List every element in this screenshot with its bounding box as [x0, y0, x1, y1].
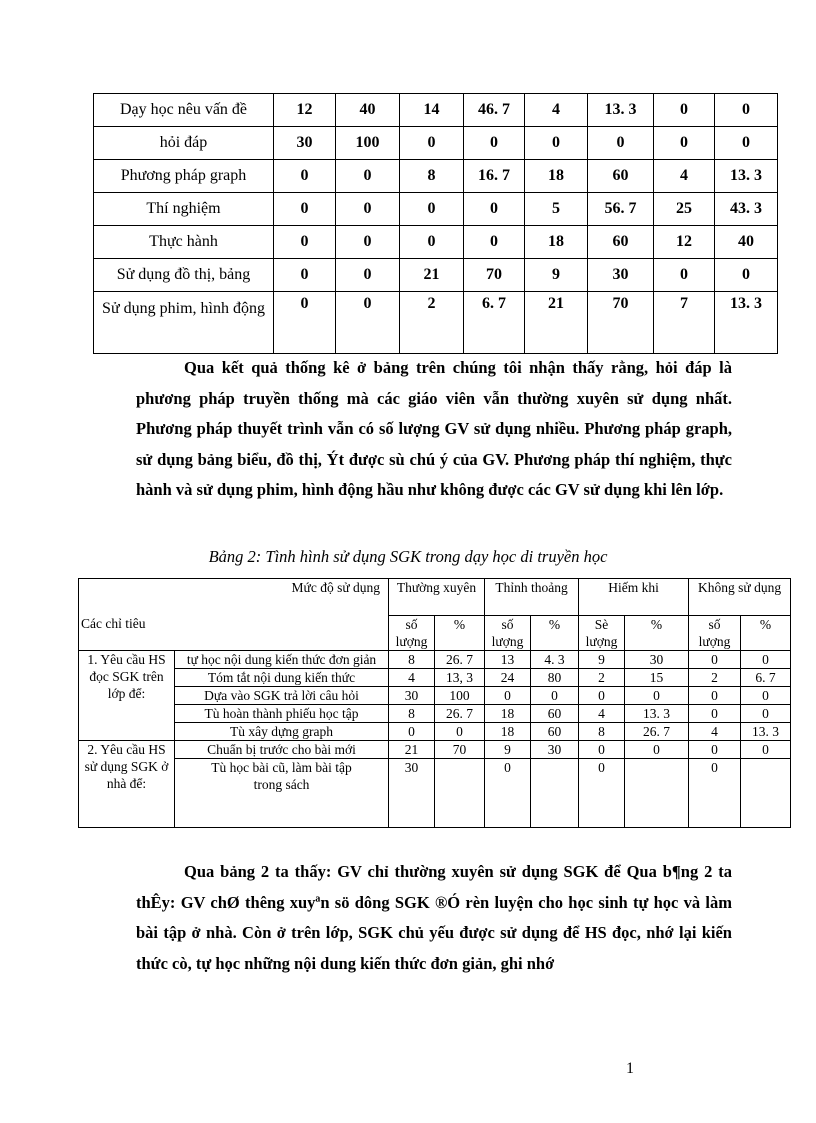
corner-top-label: Mức độ sử dụng [79, 579, 389, 616]
cell: 26. 7 [435, 704, 485, 722]
cell: 2 [579, 668, 625, 686]
level-header: Thỉnh thoảng [485, 579, 579, 616]
cell: 0 [689, 704, 741, 722]
cell: 0 [336, 193, 400, 226]
paragraph-2 [136, 857, 732, 979]
table-row [79, 650, 791, 668]
cell [435, 758, 485, 827]
cell: 13. 3 [588, 94, 654, 127]
cell: 0 [741, 704, 791, 722]
cell: 0 [741, 686, 791, 704]
cell: 0 [336, 160, 400, 193]
paragraph-2-text: Qua bảng 2 ta thấy: GV chỉ thường xuyên sử dụng SGK để Qua b¶ng 2 ta thÊy: GV chØ thêng xuyªn sö dông SGK ®Ó rèn luyện cho học sinh tự học và làm bài tập ở nhà. Còn ở trên lớp, SGK chủ yếu được sử dụng để HS đọc, nhớ lại kiến thức cò, tự học những nội dung kiến thức đơn giản, ghi nhớ [136, 862, 732, 973]
cell: 0 [741, 740, 791, 758]
cell: 0 [525, 127, 588, 160]
sub-header: Sè lượng [579, 615, 625, 650]
cell: 0 [689, 740, 741, 758]
sub-header: số lượng [485, 615, 531, 650]
cell: 0 [274, 160, 336, 193]
method-label: Phương pháp graph [94, 160, 274, 193]
cell: 30 [389, 686, 435, 704]
cell: 0 [464, 226, 525, 259]
cell: 8 [389, 704, 435, 722]
cell: 43. 3 [715, 193, 778, 226]
cell: 13. 3 [715, 292, 778, 354]
cell: 13. 3 [741, 722, 791, 740]
cell: 0 [625, 686, 689, 704]
table-row [79, 668, 791, 686]
cell: 0 [485, 758, 531, 827]
cell [531, 758, 579, 827]
cell: 18 [485, 722, 531, 740]
sub-header: % [531, 615, 579, 650]
cell: 13. 3 [625, 704, 689, 722]
cell: 4. 3 [531, 650, 579, 668]
table-row [79, 740, 791, 758]
cell: 6. 7 [741, 668, 791, 686]
item-label: Tóm tắt nội dung kiến thức [175, 668, 389, 686]
method-label: Thực hành [94, 226, 274, 259]
cell: 40 [715, 226, 778, 259]
cell: 46. 7 [464, 94, 525, 127]
cell: 0 [588, 127, 654, 160]
cell: 70 [435, 740, 485, 758]
cell: 4 [689, 722, 741, 740]
cell: 9 [579, 650, 625, 668]
level-header: Thường xuyên [389, 579, 485, 616]
cell: 12 [274, 94, 336, 127]
cell: 30 [274, 127, 336, 160]
cell: 30 [588, 259, 654, 292]
cell: 0 [336, 259, 400, 292]
paragraph-1 [136, 353, 732, 506]
cell: 0 [654, 259, 715, 292]
cell: 4 [654, 160, 715, 193]
method-label: Sử dụng đồ thị, bảng [94, 259, 274, 292]
cell: 0 [485, 686, 531, 704]
corner-bottom-label: Các chỉ tiêu [79, 615, 389, 650]
sgk-usage-table [78, 578, 791, 828]
cell: 7 [654, 292, 715, 354]
cell: 18 [525, 160, 588, 193]
cell: 100 [336, 127, 400, 160]
cell: 13, 3 [435, 668, 485, 686]
cell: 16. 7 [464, 160, 525, 193]
table-row [94, 94, 778, 127]
cell: 25 [654, 193, 715, 226]
cell: 0 [741, 650, 791, 668]
header-row [79, 579, 791, 616]
cell: 26. 7 [625, 722, 689, 740]
group-label: 2. Yêu cầu HS sử dụng SGK ở nhà để: [79, 740, 175, 827]
cell: 24 [485, 668, 531, 686]
cell: 40 [336, 94, 400, 127]
cell: 9 [525, 259, 588, 292]
methods-table [93, 93, 778, 354]
sub-header: số lượng [689, 615, 741, 650]
cell: 0 [274, 259, 336, 292]
table-caption: Bảng 2: Tình hình sử dụng SGK trong dạy học di truyền học [208, 547, 608, 566]
cell: 30 [389, 758, 435, 827]
cell: 5 [525, 193, 588, 226]
cell: 8 [400, 160, 464, 193]
cell: 0 [464, 127, 525, 160]
table-row [79, 722, 791, 740]
table-row [94, 226, 778, 259]
cell: 0 [715, 94, 778, 127]
cell [741, 758, 791, 827]
sgk-usage-table-body [79, 579, 791, 828]
table-row [94, 193, 778, 226]
cell: 13 [485, 650, 531, 668]
cell: 0 [464, 193, 525, 226]
cell: 0 [654, 94, 715, 127]
cell: 70 [464, 259, 525, 292]
table-row [94, 259, 778, 292]
cell: 18 [525, 226, 588, 259]
cell: 60 [588, 160, 654, 193]
cell: 30 [625, 650, 689, 668]
cell: 0 [579, 758, 625, 827]
cell: 0 [274, 292, 336, 354]
cell: 0 [689, 758, 741, 827]
item-label: Tù xây dựng graph [175, 722, 389, 740]
cell: 21 [400, 259, 464, 292]
cell: 8 [579, 722, 625, 740]
sub-header: % [435, 615, 485, 650]
cell: 9 [485, 740, 531, 758]
cell: 56. 7 [588, 193, 654, 226]
cell: 70 [588, 292, 654, 354]
cell: 0 [274, 226, 336, 259]
table-row [79, 704, 791, 722]
cell: 60 [531, 722, 579, 740]
cell: 0 [400, 193, 464, 226]
sub-header: % [625, 615, 689, 650]
cell: 0 [715, 127, 778, 160]
cell: 14 [400, 94, 464, 127]
item-label: tự học nội dung kiến thức đơn giản [175, 650, 389, 668]
table-row [94, 160, 778, 193]
cell: 0 [689, 686, 741, 704]
cell: 0 [579, 686, 625, 704]
cell: 100 [435, 686, 485, 704]
page-number: 1 [626, 1060, 634, 1077]
table-row [79, 758, 791, 827]
cell: 2 [400, 292, 464, 354]
cell: 0 [400, 127, 464, 160]
cell: 0 [579, 740, 625, 758]
cell: 0 [389, 722, 435, 740]
cell: 13. 3 [715, 160, 778, 193]
method-label: Sử dụng phim, hình động [94, 292, 274, 354]
cell: 0 [689, 650, 741, 668]
method-label: hỏi đáp [94, 127, 274, 160]
paragraph-1-text: Qua kết quả thống kê ở bảng trên chúng tôi nhận thấy rằng, hỏi đáp là phương pháp truyền thống mà các giáo viên vẫn thường xuyên sử dụng nhất. Phương pháp thuyết trình vẫn có số lượng GV sử dụng nhiều. Phương pháp graph, sử dụng bảng biểu, đồ thị, Ýt được sù chú ý của GV. Phương pháp thí nghiệm, thực hành và sử dụng phim, hình động hầu như không được các GV sử dụng khi lên lớp. [136, 358, 732, 499]
cell: 21 [389, 740, 435, 758]
subheader-row [79, 615, 791, 650]
cell: 15 [625, 668, 689, 686]
sub-header: % [741, 615, 791, 650]
table-row [79, 686, 791, 704]
cell: 0 [336, 292, 400, 354]
method-label: Thí nghiệm [94, 193, 274, 226]
cell: 0 [435, 722, 485, 740]
table-row [94, 127, 778, 160]
cell: 30 [531, 740, 579, 758]
cell: 6. 7 [464, 292, 525, 354]
cell: 12 [654, 226, 715, 259]
cell: 60 [588, 226, 654, 259]
cell: 0 [274, 193, 336, 226]
group-label: 1. Yêu cầu HS đọc SGK trên lớp để: [79, 650, 175, 740]
cell: 2 [689, 668, 741, 686]
cell: 0 [336, 226, 400, 259]
method-label: Dạy học nêu vấn đề [94, 94, 274, 127]
cell: 4 [525, 94, 588, 127]
cell: 0 [715, 259, 778, 292]
cell: 60 [531, 704, 579, 722]
table-row [94, 292, 778, 354]
cell: 21 [525, 292, 588, 354]
level-header: Không sử dụng [689, 579, 791, 616]
cell: 80 [531, 668, 579, 686]
cell: 0 [531, 686, 579, 704]
cell: 4 [579, 704, 625, 722]
cell [625, 758, 689, 827]
cell: 0 [654, 127, 715, 160]
item-label: Dựa vào SGK trả lời câu hỏi [175, 686, 389, 704]
item-label: Tù hoàn thành phiếu học tập [175, 704, 389, 722]
cell: 4 [389, 668, 435, 686]
cell: 26. 7 [435, 650, 485, 668]
cell: 8 [389, 650, 435, 668]
level-header: Hiếm khi [579, 579, 689, 616]
sub-header: số lượng [389, 615, 435, 650]
cell: 0 [400, 226, 464, 259]
cell: 0 [625, 740, 689, 758]
item-label: Tù học bài cũ, làm bài tập trong sách [175, 758, 389, 827]
item-label: Chuẩn bị trước cho bài mới [175, 740, 389, 758]
methods-table-body [94, 94, 778, 354]
cell: 18 [485, 704, 531, 722]
